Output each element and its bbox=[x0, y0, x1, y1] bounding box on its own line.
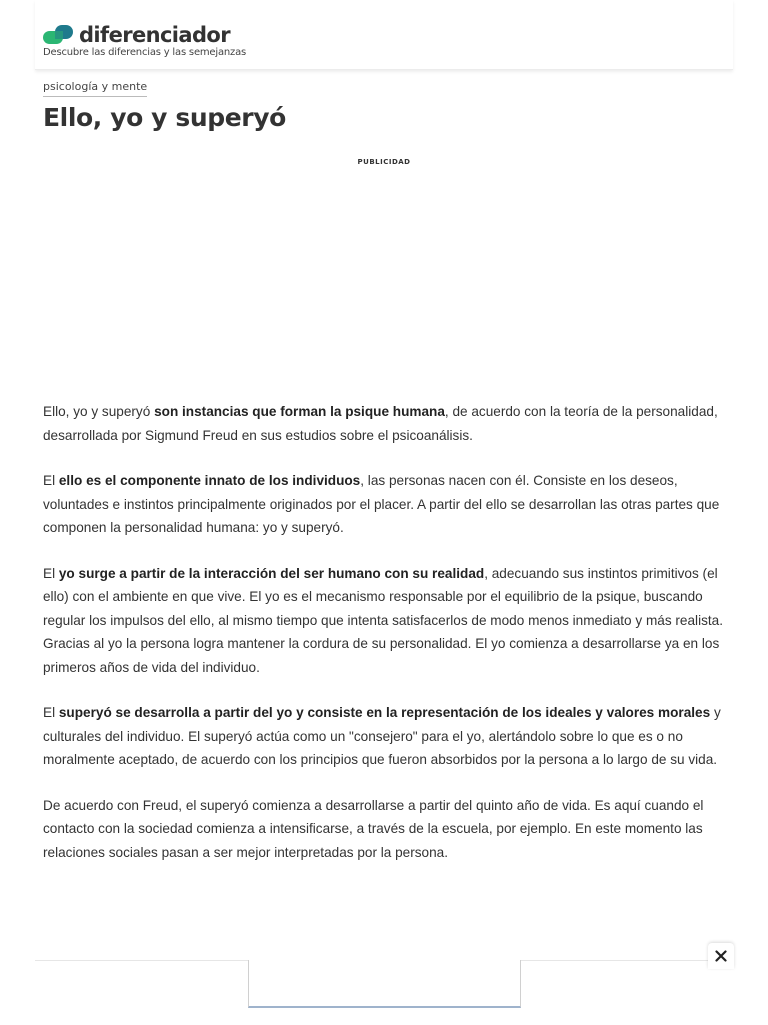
ad-slot bbox=[43, 175, 728, 385]
logo-icon bbox=[43, 24, 75, 46]
article-paragraph: El ello es el componente innato de los individuos, las personas nacen con él. Consiste en los deseos, voluntades e instintos principalmente originados por el placer. A partir del ello se desarrollan las otras partes que componen la personalidad humana: yo y superyó. bbox=[43, 473, 720, 535]
article-body bbox=[43, 400, 729, 886]
close-ad-button[interactable] bbox=[708, 943, 734, 969]
article-paragraph: El superyó se desarrolla a partir del yo y consiste en la representación de los ideales y valores morales y culturales del individuo. El superyó actúa como un "consejero" para el yo, alertándolo sobre lo que es o no moralmente aceptado, de acuerdo con los principios que fueron absorbidos por la persona a lo largo de su vida. bbox=[43, 705, 721, 767]
ad-label: PUBLICIDAD bbox=[357, 158, 411, 166]
category-link[interactable]: psicología y mente bbox=[43, 80, 147, 97]
article-paragraph: El yo surge a partir de la interacción del ser humano con su realidad, adecuando sus instintos primitivos (el ello) con el ambiente en que vive. El yo es el mecanismo responsable por el equilibrio de la psique, buscando regular los impulsos del ello, al mismo tiempo que intenta satisfacerlos de modo menos inmediato y más realista. Gracias al yo la persona logra mantener la cordura de su personalidad. El yo comienza a desarrollarse ya en los primeros años de vida del individuo. bbox=[43, 565, 724, 675]
page-title: Ello, yo y superyó bbox=[43, 103, 286, 132]
site-header bbox=[35, 0, 733, 70]
close-icon bbox=[715, 950, 727, 962]
sticky-ad-banner[interactable] bbox=[248, 960, 521, 1008]
article-paragraph: De acuerdo con Freud, el superyó comienza a desarrollarse a partir del quinto año de vida. Es aquí cuando el contacto con la sociedad comienza a intensificarse, a través de la escuela, por ejemplo. En este momento las relaciones sociales pasan a ser mejor interpretadas por la persona. bbox=[43, 797, 704, 860]
article-paragraph: Ello, yo y superyó son instancias que forman la psique humana, de acuerdo con la teoría de la personalidad, desarrollada por Sigmund Freud en sus estudios sobre el psicoanálisis. bbox=[43, 404, 718, 443]
site-logo[interactable] bbox=[43, 24, 230, 46]
site-tagline: Descubre las diferencias y las semejanzas bbox=[43, 47, 247, 58]
logo-text: diferenciador bbox=[79, 23, 230, 47]
